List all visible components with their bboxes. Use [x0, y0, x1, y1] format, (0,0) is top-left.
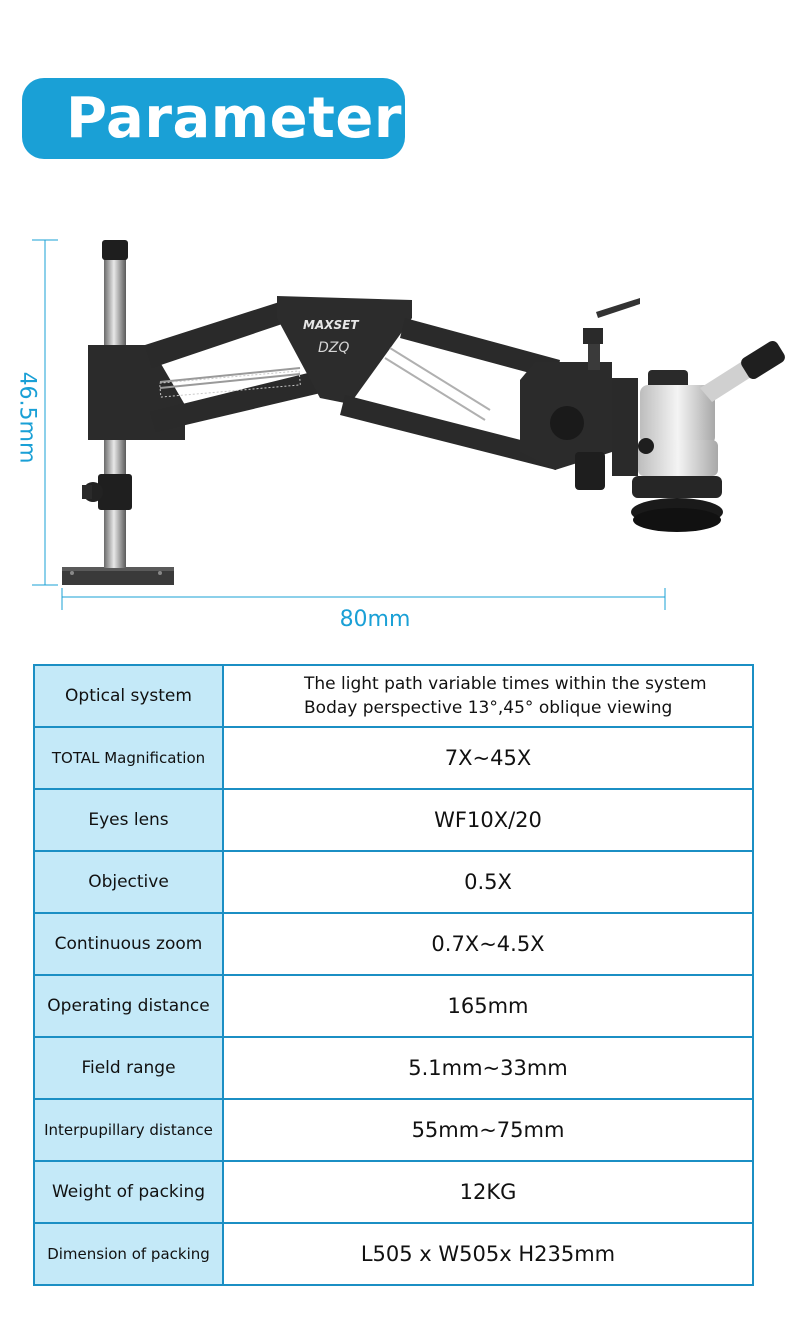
spec-value: 165mm: [223, 975, 753, 1037]
table-row: [34, 789, 753, 851]
brand-logo: MAXSET: [303, 318, 359, 332]
spec-value: 12KG: [223, 1161, 753, 1223]
width-dimension-label: 80mm: [339, 607, 411, 632]
right-spring: [385, 348, 490, 420]
spec-key: Optical system: [34, 665, 223, 727]
title-banner: [22, 78, 405, 159]
upper-arm: [145, 297, 300, 368]
brand-mark: DZQ: [318, 340, 350, 356]
spec-value-line: Boday perspective 13°,45° oblique viewing: [304, 698, 673, 718]
tension-knob-icon: [550, 406, 584, 440]
spec-value: 55mm~75mm: [223, 1099, 753, 1161]
table-row: [34, 851, 753, 913]
microscope-illustration: [0, 230, 800, 650]
spec-key: Objective: [34, 851, 223, 913]
page-title: Parameter: [66, 86, 402, 151]
spec-value-line: The light path variable times within the system: [304, 674, 707, 694]
spec-value: 0.7X~4.5X: [223, 913, 753, 975]
ring-light: [632, 476, 722, 498]
table-row: [34, 727, 753, 789]
height-dimension-label: 46.5mm: [14, 371, 40, 464]
spec-value: 5.1mm~33mm: [223, 1037, 753, 1099]
eyepiece-icon: [700, 339, 787, 402]
spec-key: Field range: [34, 1037, 223, 1099]
table-row: [34, 665, 753, 727]
table-row: [34, 913, 753, 975]
table-row: [34, 1099, 753, 1161]
spec-key: Operating distance: [34, 975, 223, 1037]
spec-value: [223, 665, 753, 727]
spec-key: Interpupillary distance: [34, 1099, 223, 1161]
spec-key: Continuous zoom: [34, 913, 223, 975]
spec-key: TOTAL Magnification: [34, 727, 223, 789]
spec-table: [33, 664, 754, 1286]
spec-value: 0.5X: [223, 851, 753, 913]
focus-bracket: [612, 378, 638, 476]
spec-value: WF10X/20: [223, 789, 753, 851]
spec-key: Eyes lens: [34, 789, 223, 851]
table-row: [34, 1037, 753, 1099]
table-row: [34, 1161, 753, 1223]
spec-key: Weight of packing: [34, 1161, 223, 1223]
spec-key: Dimension of packing: [34, 1223, 223, 1285]
pole-cap: [102, 240, 128, 260]
spec-value: 7X~45X: [223, 727, 753, 789]
spec-value: L505 x W505x H235mm: [223, 1223, 753, 1285]
table-row: [34, 1223, 753, 1285]
table-row: [34, 975, 753, 1037]
